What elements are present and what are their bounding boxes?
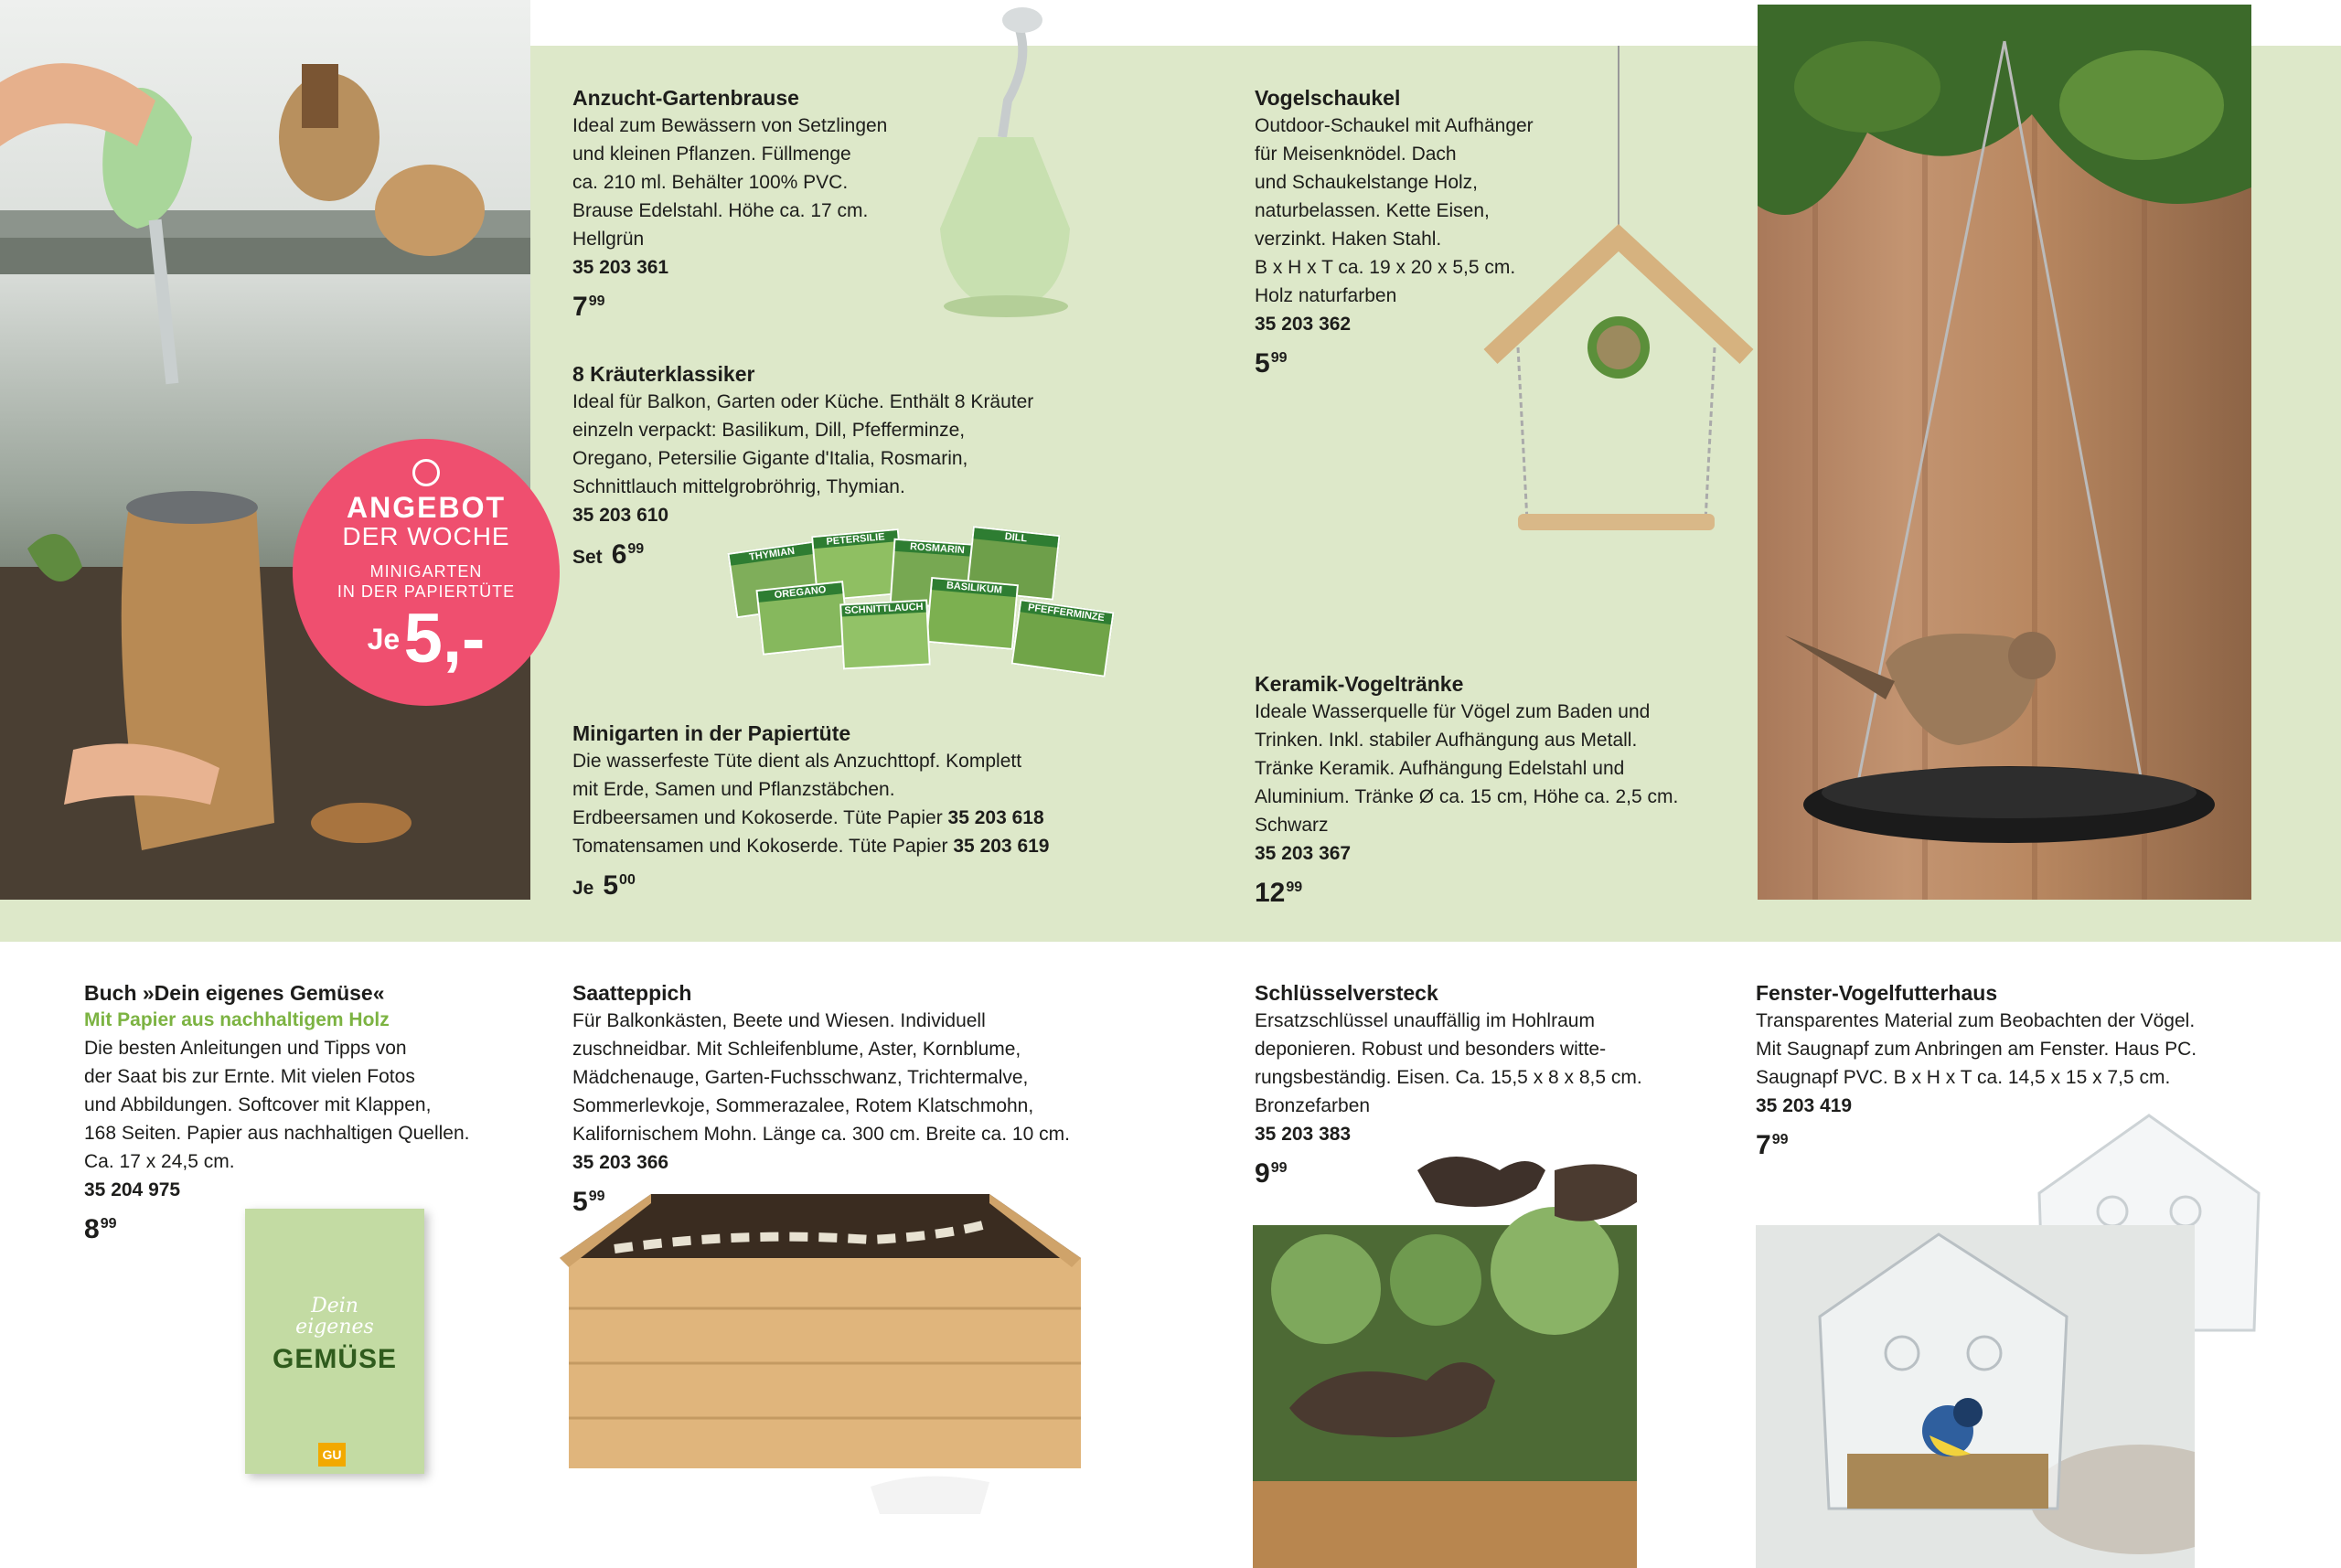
price-cents: 99 — [1286, 880, 1303, 895]
product-description — [1756, 1007, 2268, 1092]
herb-packet — [755, 581, 850, 656]
product-description — [1255, 1007, 1730, 1120]
feeder-window-photo — [1756, 1225, 2195, 1568]
bird-swing-image — [1481, 46, 1756, 539]
desc-line: und Abbildungen. Softcover mit Klappen, — [84, 1094, 432, 1115]
product-title: 8 Kräuterklassiker — [572, 362, 755, 386]
price-main: 12 — [1255, 878, 1286, 908]
product-description — [1255, 698, 1748, 839]
price-cents: 99 — [588, 293, 605, 309]
product-title: Minigarten in der Papiertüte — [572, 721, 851, 745]
variant-artno: 35 203 619 — [953, 836, 1050, 857]
packet-label: BASILIKUM — [932, 579, 1017, 597]
desc-line: ca. 210 ml. Behälter 100% PVC. — [572, 172, 849, 193]
price-main: 9 — [1255, 1158, 1270, 1189]
variant-artno: 35 203 618 — [947, 807, 1044, 828]
price — [572, 285, 966, 324]
desc-line: Hellgrün — [572, 229, 645, 250]
variant-text: Tomatensamen und Kokoserde. Tüte Papier — [572, 836, 948, 857]
badge-line-minigarten: MINIGARTEN — [369, 562, 483, 581]
product-description — [572, 747, 1158, 860]
badge-line-papiertuete: IN DER PAPIERTÜTE — [337, 582, 516, 601]
article-number: 35 203 362 — [1255, 314, 1352, 335]
product-description — [572, 112, 966, 253]
badge-price-prefix: Je — [367, 623, 401, 656]
price-main: 7 — [572, 292, 588, 322]
packet-label: DILL — [974, 528, 1059, 548]
cover-title-line: eigenes — [295, 1316, 374, 1339]
price — [1255, 871, 1748, 910]
desc-line: und Schaukelstange Holz, — [1255, 172, 1478, 193]
desc-line: mit Erde, Samen und Pflanzstäbchen. — [572, 779, 895, 800]
product-description — [84, 1034, 523, 1176]
herb-packet — [839, 600, 931, 670]
desc-line: Schnittlauch mittelgrobröhrig, Thymian. — [572, 476, 905, 497]
product-title: Saatteppich — [572, 981, 692, 1005]
article-number: 35 203 366 — [572, 1152, 669, 1173]
price-cents: 00 — [619, 872, 636, 888]
desc-line: Trinken. Inkl. stabiler Aufhängung aus Metall. — [1255, 730, 1638, 751]
photo-bird-bath — [1758, 5, 2251, 900]
desc-line: Ersatzschlüssel unauffällig im Hohlraum — [1255, 1010, 1595, 1031]
top-white-strip — [530, 0, 1758, 46]
product-description — [572, 388, 1121, 501]
variant-line — [572, 804, 1158, 832]
bird-bath-scene-illustration — [1758, 5, 2251, 900]
article-number: 35 203 367 — [1255, 843, 1352, 864]
desc-line: Bronzefarben — [1255, 1095, 1371, 1116]
desc-line: Ideal für Balkon, Garten oder Küche. Enthält 8 Kräuter — [572, 391, 1034, 412]
badge-price-value: 5,- — [403, 600, 486, 677]
packet-label: SCHNITTLAUCH — [841, 602, 926, 617]
desc-line: Holz naturfarben — [1255, 285, 1397, 306]
desc-line: Schwarz — [1255, 815, 1329, 836]
article-number: 35 203 383 — [1255, 1124, 1352, 1145]
desc-line: Für Balkonkästen, Beete und Wiesen. Individuell — [572, 1010, 986, 1031]
desc-line: Ca. 17 x 24,5 cm. — [84, 1151, 235, 1172]
desc-line: Sommerlevkoje, Sommerazalee, Rotem Klatschmohn, — [572, 1095, 1034, 1116]
desc-line: Kalifornischem Mohn. Länge ca. 300 cm. Breite ca. 10 cm. — [572, 1124, 1070, 1145]
product-description — [572, 1007, 1158, 1148]
desc-line: 168 Seiten. Papier aus nachhaltigen Quellen. — [84, 1123, 470, 1144]
product-saatteppich — [572, 979, 1158, 1219]
price — [572, 864, 1158, 905]
price-prefix: Set — [572, 547, 603, 568]
desc-line: für Meisenknödel. Dach — [1255, 144, 1457, 165]
desc-line: B x H x T ca. 19 x 20 x 5,5 cm. — [1255, 257, 1516, 278]
badge-line-angebot: ANGEBOT — [347, 491, 506, 524]
sustainability-note: Mit Papier aus nachhaltigem Holz — [84, 1009, 390, 1030]
price-cents: 99 — [1270, 350, 1288, 366]
tchibo-logo-icon — [412, 459, 440, 486]
herb-packet — [1010, 599, 1114, 677]
product-gartenbrause — [572, 84, 966, 324]
desc-line: Aluminium. Tränke Ø ca. 15 cm, Höhe ca. 2,5 cm. — [1255, 786, 1679, 807]
price-main: 8 — [84, 1214, 100, 1244]
desc-line: Outdoor-Schaukel mit Aufhänger — [1255, 115, 1534, 136]
product-title: Fenster-Vogelfutterhaus — [1756, 981, 1998, 1005]
product-title: Anzucht-Gartenbrause — [572, 86, 799, 110]
variant-line — [572, 832, 1158, 860]
price-main: 5 — [572, 1187, 588, 1217]
packet-label: PETERSILIE — [813, 530, 898, 549]
desc-line: einzeln verpackt: Basilikum, Dill, Pfefferminze, — [572, 420, 966, 441]
packet-label: OREGANO — [758, 582, 843, 603]
product-title: Keramik-Vogeltränke — [1255, 672, 1464, 696]
herb-packet — [925, 577, 1019, 650]
product-title: Vogelschaukel — [1255, 86, 1401, 110]
product-minigarten — [572, 720, 1158, 905]
desc-line: Die besten Anleitungen und Tipps von — [84, 1038, 407, 1059]
cover-title-line: Dein — [311, 1295, 358, 1317]
price-cents: 99 — [588, 1189, 605, 1204]
price-main: 6 — [611, 539, 627, 570]
price-cents: 99 — [627, 541, 645, 557]
desc-line: Die wasserfeste Tüte dient als Anzuchttopf. Komplett — [572, 751, 1022, 772]
seed-carpet-planter-image — [560, 1185, 1090, 1514]
desc-line: Transparentes Material zum Beobachten der Vögel. — [1756, 1010, 2196, 1031]
price-cents: 99 — [100, 1216, 117, 1232]
article-number: 35 204 975 — [84, 1179, 181, 1200]
desc-line: Saugnapf PVC. B x H x T ca. 14,5 x 15 x 7,5 cm. — [1756, 1067, 2171, 1088]
key-hider-bird-image — [1253, 1134, 1637, 1568]
product-buch — [84, 979, 523, 1246]
offer-badge — [293, 439, 560, 706]
price-main: 5 — [603, 870, 619, 901]
price-main: 5 — [1255, 348, 1270, 379]
packet-label: ROSMARIN — [895, 540, 980, 557]
desc-line: naturbelassen. Kette Eisen, — [1255, 200, 1490, 221]
desc-line: Brause Edelstahl. Höhe ca. 17 cm. — [572, 200, 869, 221]
article-number: 35 203 610 — [572, 505, 669, 526]
desc-line: Oregano, Petersilie Gigante d'Italia, Rosmarin, — [572, 448, 968, 469]
desc-line: deponieren. Robust und besonders witte- — [1255, 1039, 1607, 1060]
desc-line: rungsbeständig. Eisen. Ca. 15,5 x 8 x 8,5 cm. — [1255, 1067, 1642, 1088]
desc-line: und kleinen Pflanzen. Füllmenge — [572, 144, 851, 165]
badge-price — [293, 600, 560, 677]
product-vogeltraenke — [1255, 670, 1748, 910]
product-title: Schlüsselversteck — [1255, 981, 1438, 1005]
packet-label: THYMIAN — [730, 543, 815, 566]
price-cents: 99 — [1270, 1160, 1288, 1176]
desc-line: Mädchenauge, Garten-Fuchsschwanz, Trichtermalve, — [572, 1067, 1029, 1088]
packet-label: PFEFFERMINZE — [1021, 601, 1113, 624]
badge-line-woche: DER WOCHE — [342, 522, 510, 550]
article-number: 35 203 419 — [1756, 1095, 1853, 1116]
desc-line: Ideal zum Bewässern von Setzlingen — [572, 115, 888, 136]
price-prefix: Je — [572, 878, 594, 899]
desc-line: der Saat bis zur Ernte. Mit vielen Fotos — [84, 1066, 415, 1087]
publisher-logo: GU — [318, 1443, 346, 1467]
desc-line: verzinkt. Haken Stahl. — [1255, 229, 1442, 250]
desc-line: Tränke Keramik. Aufhängung Edelstahl und — [1255, 758, 1625, 779]
cover-title-main: GEMÜSE — [272, 1344, 398, 1374]
desc-line: Ideale Wasserquelle für Vögel zum Baden und — [1255, 701, 1651, 722]
article-number: 35 203 361 — [572, 257, 669, 278]
book-cover-image — [245, 1209, 424, 1474]
price-cents: 99 — [1771, 1132, 1789, 1147]
price-main: 7 — [1756, 1130, 1771, 1160]
herb-packets-image — [722, 530, 1125, 686]
desc-line: Mit Saugnapf zum Anbringen am Fenster. Haus PC. — [1756, 1039, 2197, 1060]
watering-can-image — [924, 0, 1079, 329]
desc-line: zuschneidbar. Mit Schleifenblume, Aster, Kornblume, — [572, 1039, 1021, 1060]
variant-text: Erdbeersamen und Kokoserde. Tüte Papier — [572, 807, 943, 828]
product-title: Buch »Dein eigenes Gemüse« — [84, 981, 385, 1005]
